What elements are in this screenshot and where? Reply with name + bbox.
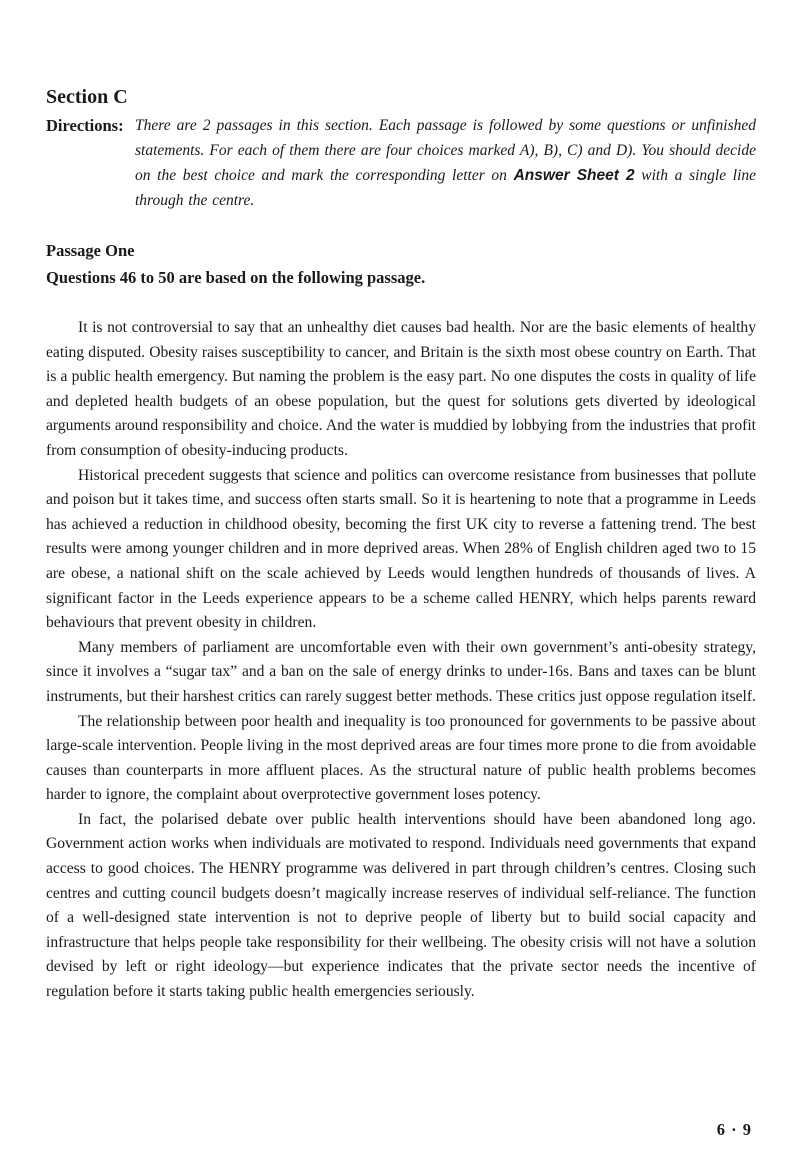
directions-text-tail: with a single line through the centre. — [135, 167, 757, 209]
passage-paragraph-2: Historical precedent suggests that science and politics can overcome resistance from businesses that pollute and poison but it takes time, and success often starts small. So it is heartening to note that a programme in Leeds has achieved a reduction in childhood obesity, becoming the first UK city to reverse a fattening trend. The best results were among younger children and in more deprived areas. When 28% of English children aged two to 15 are obese, a national shift on the scale achieved by Leeds would lengthen hundreds of thousands of lives. A significant factor in the Leeds experience appears to be a scheme called HENRY, which helps parents reward behaviours that prevent obesity in children. — [46, 466, 756, 632]
directions-block — [46, 113, 756, 213]
directions-separator: : — [118, 116, 124, 135]
passage-body — [46, 316, 756, 1005]
directions-text — [135, 113, 756, 213]
passage-paragraph-4: The relationship between poor health and inequality is too pronounced for governments to be passive about large-scale intervention. People living in the most deprived areas are four times more prone to die from avoidable causes than counterparts in more affluent places. As the structural nature of public health problems becomes harder to ignore, the complaint about overprotective government loses potency. — [46, 712, 756, 804]
passage-questions-note: Questions 46 to 50 are based on the following passage. — [46, 268, 426, 287]
answer-sheet-emphasis: Answer Sheet 2 — [513, 167, 635, 184]
passage-title: Passage One — [46, 241, 135, 260]
passage-paragraph-3: Many members of parliament are uncomfortable even with their own government’s anti-obesity strategy, since it involves a “sugar tax” and a ban on the sale of energy drinks to under-16s. Bans and taxes can be blunt instruments, but their harshest critics can rarely suggest better methods. These critics just oppose regulation itself. — [46, 638, 756, 705]
directions-text-main: There are 2 passages in this section. Each passage is followed by some questions or unfinished statements. For each of them there are four choices marked A), B), C) and D). You should decide on the best choice and mark the corresponding letter on — [135, 117, 756, 184]
directions-label — [46, 113, 124, 138]
passage-paragraph-5: In fact, the polarised debate over public health interventions should have been abandoned long ago. Government action works when individuals are motivated to respond. Individuals need governments that expand access to good choices. The HENRY programme was delivered in part through children’s centres. Closing such centres and cutting council budgets doesn’t magically increase reserves of individual self-reliance. The function of a well-designed state intervention is not to deprive people of liberty but to build social capacity and infrastructure that helps people take responsibility for their wellbeing. The obesity crisis will not have a solution devised by left or right ideology—but experience indicates that the private sector needs the incentive of regulation before it starts taking public health emergencies seriously. — [46, 810, 756, 1001]
page-number: 6 · 9 — [716, 1120, 752, 1139]
directions-label-text: Directions — [46, 116, 119, 135]
passage-paragraph-1: It is not controversial to say that an unhealthy diet causes bad health. Nor are the basic elements of healthy eating disputed. Obesity raises susceptibility to cancer, and Britain is the sixth most obese country on Earth. That is a public health emergency. But naming the problem is the easy part. No one disputes the costs in quality of life and depleted health budgets of an obese population, but the quest for solutions gets diverted by ideological arguments around responsibility and choice. And the water is muddied by lobbying from the industries that profit from consumption of obesity-inducing products. — [46, 319, 756, 459]
section-title: Section C — [46, 86, 128, 108]
